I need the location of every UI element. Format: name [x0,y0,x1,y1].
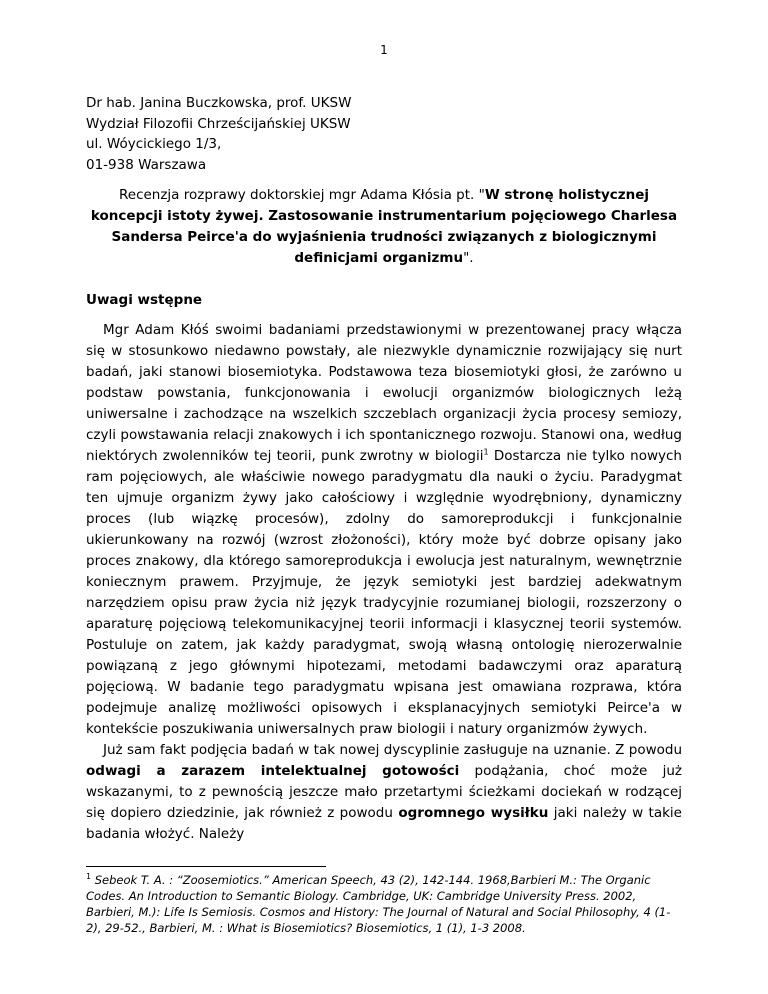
paragraph-1 [86,320,682,740]
footnote-reference: 1 [483,447,489,457]
body-text [86,320,682,845]
paragraph-1-part-2: Dostarcza nie tylko nowych ram pojęciowych, ale właściwie nowego paradygmatu dla nauki o życiu. Paradygmat ten ujmuje organizm żywy jako całościowy i względnie wyodrębniony, dynamiczny proces (lub wiązkę procesów), zdolny do samoreprodukcji i funkcjonalnie ukierunkowany na rozwój (wzrost złożoności), który może być dobrze opisany jako proces znakowy, dla którego samoreprodukcja i ewolucja jest naturalnym, wewnętrznie koniecznym prawem. Przyjmuje, że język semiotyki jest bardziej adekwatnym narzędziem opisu praw życia niż język tradycyjnie rozumianej biologii, rozszerzony o aparaturę pojęciową telekomunikacyjnej teorii informacji i klasycznej teorii systemów. Postuluje on zatem, jak każdy paradygmat, swoją własną ontologię nierozerwalnie powiązaną z jego głównymi hipotezami, metodami badawczymi oraz aparaturą pojęciową. W badanie tego paradygmatu wpisana jest omawiana rozprawa, która podejmuje analizę możliwości opisowych i eksplanacyjnych semiotyki Peirce'a w kontekście poszukiwania uniwersalnych praw biologii i natury organizmów żywych. [86,448,682,737]
paragraph-1-part-1: Mgr Adam Kłóś swoimi badaniami przedstawionymi w prezentowanej pracy włącza się w stosunkowo niedawno powstały, ale niezwykle dynamicznie rozwijający się nurt badań, jaki stanowi biosemiotyka. Podstawowa teza biosemiotyki głosi, że zarówno u podstaw powstania, funkcjonowania i ewolucji organizmów biologicznych leżą uniwersalne i zachodzące na wszelkich szczeblach organizacji życia procesy semiozy, czyli powstawania relacji znakowych i ich spontanicznego rozwoju. Stanowi ona, według niektórych zwolenników tej teorii, punk zwrotny w biologii [86,322,682,464]
author-address [86,93,351,175]
footnote-text: Sebeok T. A. : “Zoosemiotics.” American Speech, 43 (2), 142-144. 1968,Barbieri M.: The Organic Codes. An Introduction to Semantic Biology. Cambridge, UK: Cambridge University Press. 2002, Barbieri, M.): Life Is Semiosis. Cosmos and History: The Journal of Natural and Social Philosophy, 4 (1-2), 29-52., Barbieri, M. : What is Biosemiotics? Biosemiotics, 1 (1), 1-3 2008. [86,873,671,935]
review-title [86,185,682,269]
paragraph-2-bold-2: ogromnego wysiłku [398,805,549,821]
section-heading: Uwagi wstępne [86,292,203,308]
footnote-mark: 1 [86,872,92,882]
paragraph-2-part-1: Już sam fakt podjęcia badań w tak nowej dyscyplinie zasługuje na uznanie. Z powodu [103,742,682,758]
author-name: Dr hab. Janina Buczkowska, prof. UKSW [86,95,352,111]
title-suffix: ". [463,250,474,266]
page-number: 1 [380,43,388,57]
city: 01-938 Warszawa [86,156,207,173]
title-prefix: Recenzja rozprawy doktorskiej mgr Adama Kłósia pt. " [118,187,485,203]
paragraph-2-part-3: jaki należy w takie badania włożyć. Należy [86,805,682,842]
street: ul. Wóycickiego 1/3, [86,136,222,152]
footnote [86,872,682,936]
footnote-separator [86,866,326,867]
paragraph-2 [86,740,682,845]
paragraph-2-bold-1: odwagi a zarazem intelektualnej gotowości [86,763,460,779]
faculty: Wydział Filozofii Chrześcijańskiej UKSW [86,115,351,132]
title-bold: W stronę holistycznej koncepcji istoty żywej. Zastosowanie instrumentarium pojęciowego Charlesa Sandersa Peirce'a do wyjaśnienia trudności związanych z biologicznymi definicjami organizmu [90,187,678,266]
paragraph-2-part-2: podążania, choć może już wskazanymi, to z pewnością jeszcze mało przetartymi ścieżkami dociekań w rodzącej się dopiero dziedzinie, jak również z powodu [86,763,682,821]
